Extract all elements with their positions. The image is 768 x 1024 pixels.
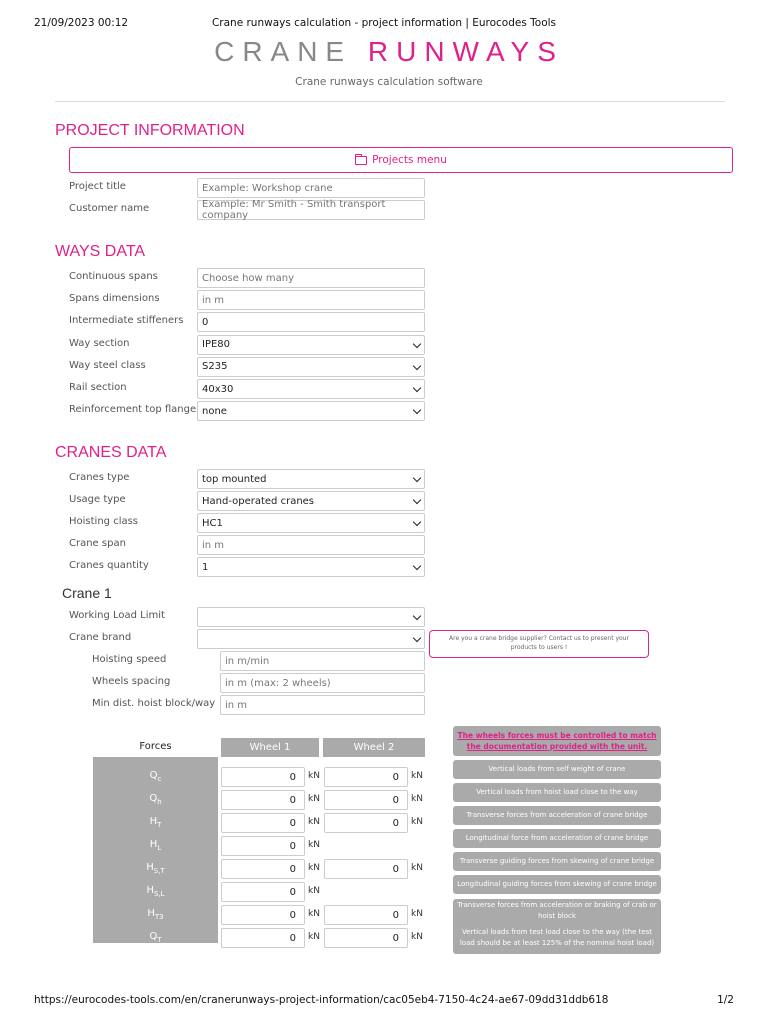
ways-field-value: Choose how many	[202, 272, 295, 284]
forces-header: Forces	[139, 741, 172, 752]
cranes-field-select[interactable]	[197, 469, 425, 489]
unit-label: kN	[411, 817, 423, 827]
projects-menu-button[interactable]	[69, 147, 733, 173]
crane1-sub-value: in m/min	[225, 655, 270, 667]
cranes-field-select[interactable]	[197, 513, 425, 533]
force-symbol-subscript: c	[157, 775, 162, 783]
section-title-cranes: CRANES DATA	[55, 444, 167, 461]
unit-label: kN	[308, 794, 320, 804]
ways-field-input[interactable]	[197, 268, 425, 288]
header-divider	[55, 101, 725, 102]
force-symbol	[93, 885, 218, 898]
unit-label: kN	[411, 771, 423, 781]
cranes-field-row	[0, 469, 768, 489]
ways-field-input[interactable]	[197, 290, 425, 310]
ways-field-row	[0, 401, 768, 421]
unit-label: kN	[308, 932, 320, 942]
ways-field-value: IPE80	[202, 339, 231, 351]
unit-label: kN	[411, 863, 423, 873]
unit-label: kN	[308, 840, 320, 850]
ways-field-value: 0	[202, 316, 209, 328]
project-field-row	[0, 178, 768, 198]
project-field-input[interactable]	[197, 200, 425, 220]
wheel-2-force-input[interactable]: 0	[324, 767, 408, 787]
unit-label: kN	[308, 817, 320, 827]
ways-field-input[interactable]	[197, 312, 425, 332]
wheel-1-force-input[interactable]: 0	[221, 767, 305, 787]
ways-field-label: Way section	[69, 337, 130, 349]
force-symbol-subscript: L	[157, 844, 162, 852]
force-description-button[interactable]: Vertical loads from test load close to the way (the test load should be at least 125% of the nominal hoist load)	[453, 921, 661, 954]
force-description-button[interactable]: Transverse guiding forces from skewing of crane bridge	[453, 852, 661, 871]
force-symbol-letter: Q	[149, 793, 158, 804]
ways-field-label: Rail section	[69, 382, 127, 393]
crane1-sub-input[interactable]	[220, 695, 425, 715]
chevron-down-icon	[413, 362, 421, 370]
chevron-down-icon	[413, 339, 421, 347]
unit-label: kN	[308, 909, 320, 919]
print-title: Crane runways calculation - project information | Eurocodes Tools	[211, 17, 557, 29]
force-description-button[interactable]: Vertical loads from hoist load close to the way	[453, 783, 661, 802]
ways-field-select[interactable]	[197, 335, 425, 355]
force-symbol-letter: H	[149, 839, 158, 850]
unit-label: kN	[308, 863, 320, 873]
wheel-1-header: Wheel 1	[221, 738, 319, 757]
cranes-field-value: in m	[202, 539, 225, 551]
chevron-down-icon	[413, 634, 421, 642]
ways-field-row	[0, 290, 768, 310]
ways-field-row	[0, 379, 768, 399]
brand-logo[interactable]	[0, 36, 768, 68]
wheel-2-force-input[interactable]: 0	[324, 813, 408, 833]
force-symbol	[93, 770, 218, 783]
cranes-field-value: HC1	[202, 517, 223, 529]
wheel-2-force-input[interactable]: 0	[324, 928, 408, 948]
crane1-field-label: Working Load Limit	[69, 610, 165, 621]
cranes-field-row	[0, 535, 768, 555]
chevron-down-icon	[413, 474, 421, 482]
force-symbol-letter: H	[146, 862, 154, 873]
ways-field-value: S235	[202, 361, 228, 373]
force-symbol-subscript: S,L	[153, 890, 165, 898]
force-symbol	[93, 931, 218, 944]
crane1-field-label: Crane brand	[69, 632, 132, 643]
force-symbol	[93, 839, 218, 852]
chevron-down-icon	[413, 518, 421, 526]
cranes-field-row	[0, 513, 768, 533]
supplier-note[interactable]: Are you a crane bridge supplier? Contact us to present your products to users !	[429, 630, 649, 658]
wheel-1-force-input[interactable]: 0	[221, 882, 305, 902]
chevron-down-icon	[413, 612, 421, 620]
cranes-field-select[interactable]	[197, 557, 425, 577]
wheel-1-force-input[interactable]: 0	[221, 859, 305, 879]
project-field-label: Project title	[69, 181, 126, 192]
force-symbol-letter: H	[146, 885, 154, 896]
cranes-field-label: Hoisting class	[69, 516, 139, 527]
print-page-number: 1/2	[717, 994, 734, 1006]
chevron-down-icon	[413, 562, 421, 570]
ways-field-value: in m	[202, 294, 225, 306]
cranes-field-value: 1	[202, 561, 209, 573]
project-field-input[interactable]	[197, 178, 425, 198]
cranes-field-label: Cranes type	[69, 472, 130, 483]
ways-field-select[interactable]	[197, 401, 425, 421]
cranes-field-label: Usage type	[69, 494, 126, 505]
wheel-1-force-input[interactable]: 0	[221, 836, 305, 856]
chevron-down-icon	[413, 384, 421, 392]
unit-label: kN	[308, 886, 320, 896]
ways-field-value: none	[202, 405, 227, 417]
crane1-sub-value: in m	[225, 699, 248, 711]
print-url: https://eurocodes-tools.com/en/cranerunways-project-information/cac05eb4-7150-4c24-ae67-09dd31ddb618	[34, 994, 609, 1006]
crane1-field-select[interactable]	[197, 629, 425, 649]
force-symbol-subscript: S,T	[153, 867, 165, 875]
cranes-field-value: top mounted	[202, 473, 267, 485]
unit-label: kN	[308, 771, 320, 781]
chevron-down-icon	[413, 496, 421, 504]
ways-field-select[interactable]	[197, 357, 425, 377]
force-symbol-letter: Q	[149, 770, 158, 781]
force-symbol-letter: H	[149, 816, 158, 827]
force-symbol-subscript: h	[157, 798, 162, 806]
cranes-field-value: Hand-operated cranes	[202, 495, 315, 507]
crane1-sub-label: Wheels spacing	[92, 676, 171, 687]
crane1-sub-value: in m (max: 2 wheels)	[225, 677, 331, 689]
crane1-sub-label: Hoisting speed	[92, 654, 167, 665]
crane1-field-row	[0, 607, 768, 627]
brand-word-1: CRANE	[214, 36, 353, 67]
ways-field-row	[0, 335, 768, 355]
wheel-2-force-input[interactable]: 0	[324, 790, 408, 810]
projects-menu-label: Projects menu	[372, 154, 447, 166]
wheel-1-force-input[interactable]: 0	[221, 905, 305, 925]
force-description-button[interactable]: Transverse forces from acceleration or braking of crab or hoist block	[453, 899, 661, 922]
force-symbol	[93, 862, 218, 875]
force-symbol	[93, 816, 218, 829]
ways-field-label: Way steel class	[69, 359, 146, 371]
force-symbol	[93, 908, 218, 921]
force-symbol-subscript: T3	[154, 913, 164, 921]
crane1-sub-row	[0, 695, 768, 715]
crane1-sub-label: Min dist. hoist block/way	[92, 698, 216, 709]
cranes-field-label: Cranes quantity	[69, 560, 149, 571]
ways-field-select[interactable]	[197, 379, 425, 399]
wheel-1-force-input[interactable]: 0	[221, 813, 305, 833]
ways-field-row	[0, 268, 768, 288]
force-description-button[interactable]: Transverse forces from acceleration of crane bridge	[453, 806, 661, 825]
project-field-value: Example: Workshop crane	[202, 182, 333, 194]
ways-field-label: Reinforcement top flange	[69, 404, 197, 416]
tagline: Crane runways calculation software	[295, 76, 483, 88]
force-description-button[interactable]: Longitudinal guiding forces from skewing of crane bridge	[453, 875, 661, 894]
section-title-project: PROJECT INFORMATION	[55, 122, 245, 139]
cranes-field-select[interactable]	[197, 491, 425, 511]
brand-word-2: RUNWAYS	[367, 36, 564, 67]
crane1-field-select[interactable]	[197, 607, 425, 627]
wheel-1-force-input[interactable]: 0	[221, 790, 305, 810]
ways-field-row	[0, 312, 768, 332]
wheel-2-force-input[interactable]: 0	[324, 859, 408, 879]
project-field-value: Example: Mr Smith - Smith transport company	[202, 199, 386, 221]
force-symbol	[93, 793, 218, 806]
force-description-button[interactable]: Vertical loads from self weight of crane	[453, 760, 661, 779]
force-symbol-letter: H	[147, 908, 155, 919]
cranes-field-row	[0, 491, 768, 511]
chevron-down-icon	[413, 406, 421, 414]
crane1-sub-input[interactable]	[220, 651, 425, 671]
wheel-2-header: Wheel 2	[323, 738, 425, 757]
folder-open-icon	[355, 156, 367, 165]
project-field-label: Customer name	[69, 203, 150, 214]
crane1-sub-input[interactable]	[220, 673, 425, 693]
cranes-field-row	[0, 557, 768, 577]
ways-field-label: Continuous spans	[69, 271, 158, 282]
unit-label: kN	[411, 909, 423, 919]
cranes-field-input[interactable]	[197, 535, 425, 555]
wheels-forces-warning[interactable]: The wheels forces must be controlled to match the documentation provided with the unit.	[453, 726, 661, 756]
force-description-button[interactable]: Longitudinal force from acceleration of crane bridge	[453, 829, 661, 848]
force-symbol-subscript: T	[157, 936, 162, 944]
crane1-sub-row	[0, 651, 768, 671]
ways-field-row	[0, 357, 768, 377]
force-symbol-letter: Q	[149, 931, 158, 942]
unit-label: kN	[411, 932, 423, 942]
cranes-field-label: Crane span	[69, 538, 126, 549]
wheel-2-force-input[interactable]: 0	[324, 905, 408, 925]
section-title-ways: WAYS DATA	[55, 243, 146, 260]
print-date: 21/09/2023 00:12	[34, 17, 129, 29]
ways-field-value: 40x30	[202, 383, 234, 395]
ways-field-label: Intermediate stiffeners	[69, 315, 184, 327]
project-field-row	[0, 200, 768, 220]
crane-1-title: Crane 1	[62, 585, 112, 601]
ways-field-label: Spans dimensions	[69, 293, 160, 305]
crane1-sub-row	[0, 673, 768, 693]
wheel-1-force-input[interactable]: 0	[221, 928, 305, 948]
crane1-field-row	[0, 629, 768, 649]
unit-label: kN	[411, 794, 423, 804]
force-symbol-subscript: T	[157, 821, 162, 829]
